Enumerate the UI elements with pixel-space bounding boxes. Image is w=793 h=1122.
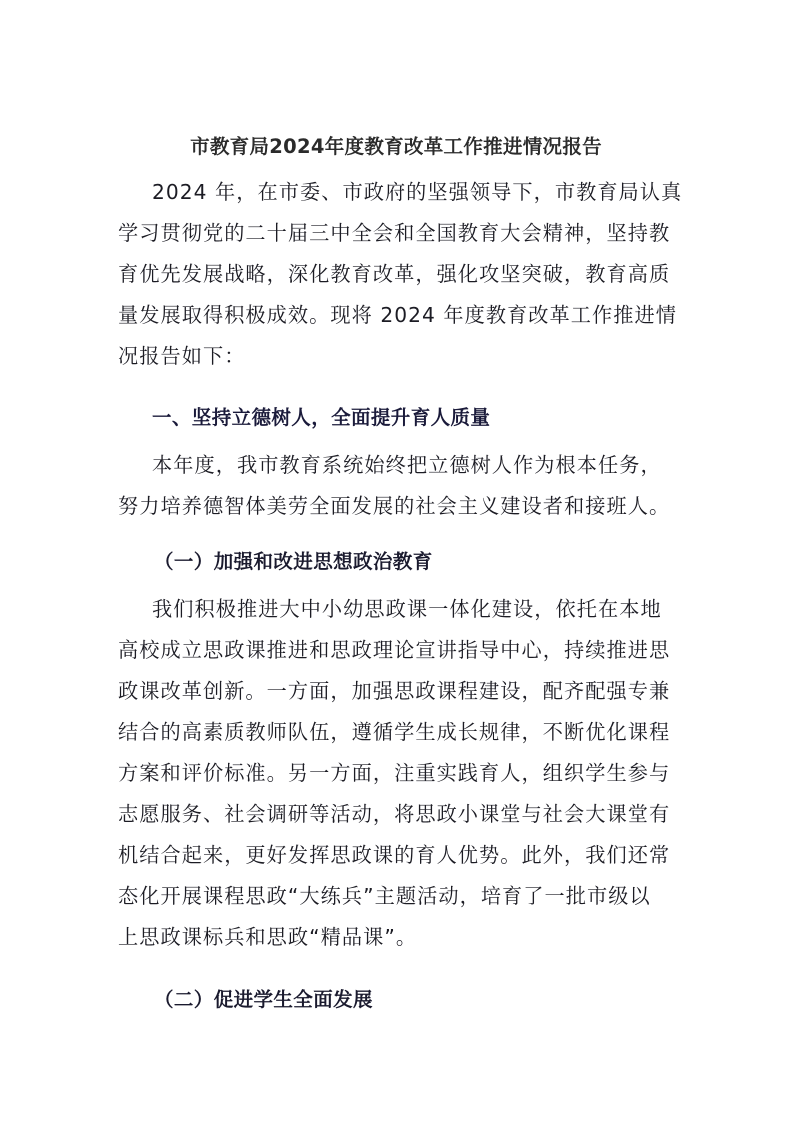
intro-paragraph: [118, 172, 683, 377]
paragraph-line: 本年度，我市教育系统始终把立德树人作为根本任务，: [152, 453, 662, 477]
document-title: 市教育局2024年度教育改革工作推进情况报告: [190, 135, 602, 158]
section1-intro-paragraph: [118, 445, 674, 527]
intro-line: 2024 年，在市委、市政府的坚强领导下，市教育局认真: [152, 180, 683, 204]
intro-line: 况报告如下：: [118, 344, 246, 368]
subsection-heading-1: （一）加强和改进思想政治教育: [154, 550, 433, 573]
paragraph-line: 我们积极推进大中小幼思政课一体化建设，依托在本地: [152, 597, 662, 621]
paragraph-line: 方案和评价标准。另一方面，注重实践育人，组织学生参与: [118, 761, 671, 785]
paragraph-line: 努力培养德智体美劳全面发展的社会主义建设者和接班人。: [118, 494, 671, 518]
intro-line: 学习贯彻党的二十届三中全会和全国教育大会精神，坚持教: [118, 221, 671, 245]
intro-line: 量发展取得积极成效。现将 2024 年度教育改革工作推进情: [118, 303, 677, 327]
paragraph-line: 机结合起来，更好发挥思政课的育人优势。此外，我们还常: [118, 843, 671, 867]
intro-line: 育优先发展战略，深化教育改革，强化攻坚突破，教育高质: [118, 262, 671, 286]
paragraph-line: 结合的高素质教师队伍，遵循学生成长规律，不断优化课程: [118, 720, 671, 744]
paragraph-line: 志愿服务、社会调研等活动，将思政小课堂与社会大课堂有: [118, 802, 671, 826]
paragraph-line: 政课改革创新。一方面，加强思政课程建设，配齐配强专兼: [118, 679, 671, 703]
paragraph-line: 态化开展课程思政“大练兵”主题活动，培育了一批市级以: [118, 884, 651, 908]
paragraph-line: 上思政课标兵和思政“精品课”。: [118, 925, 418, 949]
paragraph-line: 高校成立思政课推进和思政理论宣讲指导中心，持续推进思: [118, 638, 671, 662]
section-heading-1: 一、坚持立德树人，全面提升育人质量: [152, 406, 491, 429]
subsection1-paragraph: [118, 589, 674, 958]
subsection-heading-2: （二）促进学生全面发展: [154, 988, 373, 1011]
